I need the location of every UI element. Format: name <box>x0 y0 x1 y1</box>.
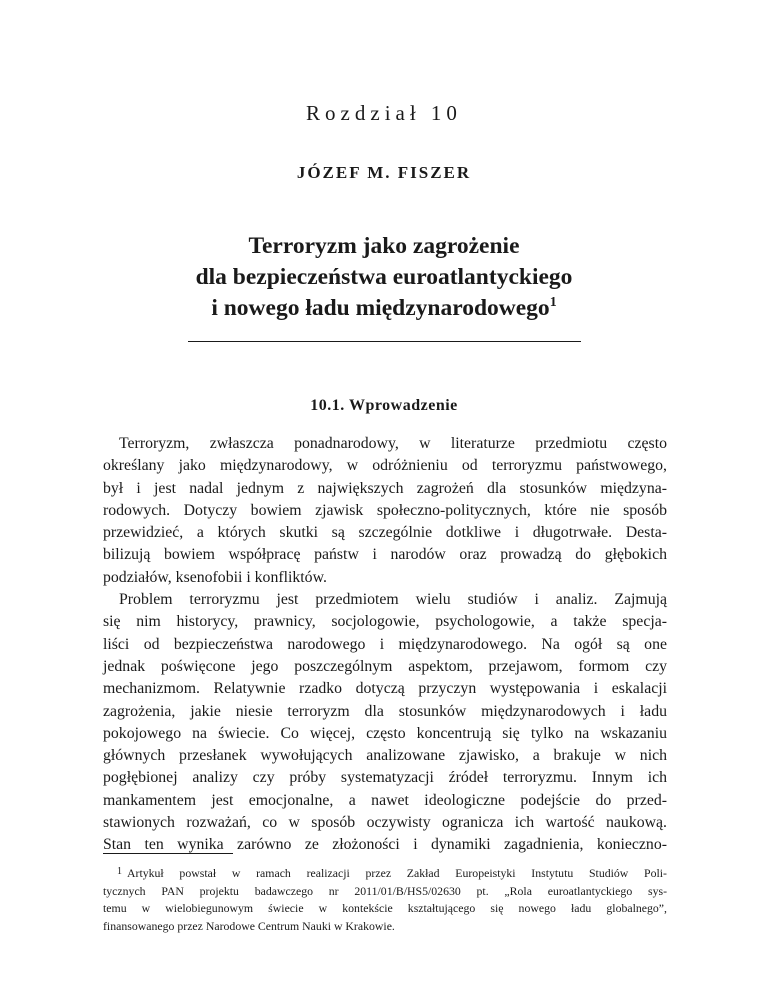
footnote-divider <box>103 853 233 854</box>
body-line: mankamentem jest emocjonalne, a nawet ideologiczne podejście do przed- <box>103 791 667 809</box>
body-line: jednak poświęcone jego poszczególnym aspektom, przejawom, formom czy <box>103 657 667 675</box>
chapter-title-text: i nowego ładu międzynarodowego <box>211 295 550 321</box>
body-line: Problem terroryzmu jest przedmiotem wielu studiów i analiz. Zajmują <box>119 591 667 609</box>
body-line: przewidzieć, a których skutki są szczególnie dotkliwe i długotrwałe. Desta- <box>103 524 667 542</box>
body-line: liści od bezpieczeństwa narodowego i międzynarodowego. Na ogół są one <box>103 635 667 653</box>
body-line: stawionych rozważań, co w sposób oczywisty ogranicza ich wartość naukową. <box>103 814 667 832</box>
body-line: zagrożenia, jakie niesie terroryzm dla stosunków międzynarodowych i ładu <box>103 702 667 720</box>
chapter-title-line: dla bezpieczeństwa euroatlantyckiego <box>195 264 573 290</box>
body-line: rodowych. Dotyczy bowiem zjawisk społeczno-politycznych, które nie sposób <box>103 501 667 519</box>
body-text <box>103 433 667 857</box>
body-line: mechanizmom. Relatywnie rzadko dotyczą przyczyn występowania i eskalacji <box>103 680 667 698</box>
body-line: bilizują bowiem współpracę państw i narodów oraz prowadzą do głębokich <box>103 546 667 564</box>
title-footnote-ref[interactable]: 1 <box>549 295 557 310</box>
author-name: JÓZEF M. FISZER <box>296 163 472 182</box>
title-divider <box>188 341 581 342</box>
chapter-label: Rozdział 10 <box>306 101 462 125</box>
footnote <box>103 863 667 936</box>
chapter-title <box>0 231 768 324</box>
body-line: podziałów, ksenofobii i konfliktów. <box>103 568 327 586</box>
footnote-line: tycznych PAN projektu badawczego nr 2011/01/B/HS5/02630 pt. „Rola euroatlantyckiego sys- <box>103 883 667 898</box>
body-line: pokojowego na świecie. Co więcej, często koncentrują się tylko na wskazaniu <box>103 724 667 742</box>
body-line: był i jest nadal jednym z największych zagrożeń dla stosunków międzyna- <box>103 479 667 497</box>
body-line: określany jako międzynarodowy, w odróżnieniu od terroryzmu państwowego, <box>103 457 667 475</box>
body-line: Stan ten wynika zarówno ze złożoności i dynamiki zagadnienia, konieczno- <box>103 836 667 854</box>
footnote-mark: 1 <box>117 866 122 877</box>
section-heading: 10.1. Wprowadzenie <box>310 397 458 414</box>
body-line: pogłębionej analizy czy próby systematyzacji źródeł terroryzmu. Innym ich <box>103 769 667 787</box>
footnote-line <box>103 863 667 883</box>
chapter-title-line: Terroryzm jako zagrożenie <box>248 233 520 259</box>
footnote-text: Artykuł powstał w ramach realizacji przez Zakład Europeistyki Instytutu Studiów Poli- <box>127 866 667 880</box>
chapter-title-line <box>0 293 768 324</box>
body-line: się nim historycy, prawnicy, socjologowie, psychologowie, a także specja- <box>103 613 667 631</box>
footnote-line: temu w wielobiegunowym świecie w kontekście kształtującego się nowego ładu globalnego”, <box>103 901 667 916</box>
body-line: głównych przesłanek wywołujących analizowane zjawisko, a brakuje w nich <box>103 747 667 765</box>
footnote-line: finansowanego przez Narodowe Centrum Nauki w Krakowie. <box>103 919 395 934</box>
body-line: Terroryzm, zwłaszcza ponadnarodowy, w literaturze przedmiotu często <box>119 435 667 452</box>
